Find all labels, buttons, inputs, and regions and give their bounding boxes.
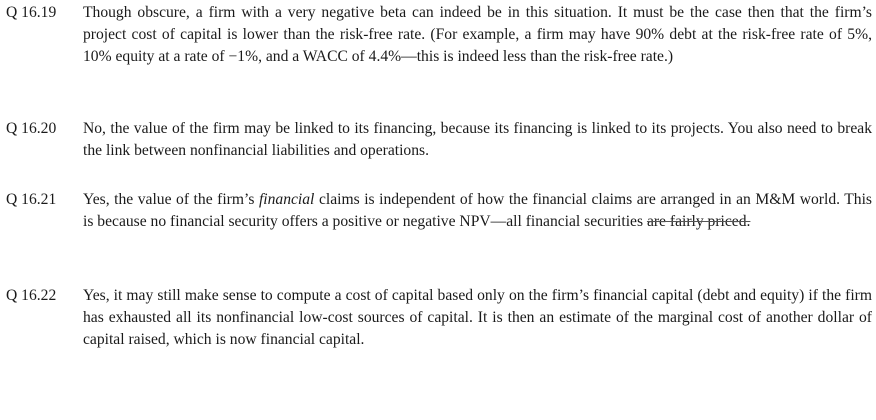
question-number: Q 16.19 bbox=[6, 4, 57, 21]
answer-text: Yes, it may still make sense to compute a cost of capital based only on the firm’s financial capital (debt and equity) if the firm has exhausted all its nonfinancial low-cost sources of capital. It is then an estimate of the marginal cost of another dollar of capital raised, which is now financial capital. bbox=[83, 287, 872, 348]
answer-item-q16-22 bbox=[6, 285, 872, 351]
answer-text: Though obscure, a firm with a very negative beta can indeed be in this situation. It must be the case then that the firm’s project cost of capital is lower than the risk-free rate. (For example, a firm may have 90% debt at the risk-free rate of 5%, 10% equity at a rate of −1%, and a WACC of 4.4%—this is indeed less than the risk-free rate.) bbox=[83, 4, 872, 65]
answer-item-q16-19 bbox=[6, 2, 872, 68]
answer-item-q16-20 bbox=[6, 118, 872, 162]
answer-text: No, the value of the firm may be linked to its financing, because its financing is linked to its projects. You also need to break the link between nonfinancial liabilities and operations. bbox=[83, 120, 872, 159]
answer-text-part: claims is independent of how the financial claims are arranged in an M&M world. This is because no financial security offers a positive or negative NPV—all financial securities bbox=[83, 191, 872, 230]
answer-text-part: Yes, the value of the firm’s bbox=[83, 191, 259, 208]
answer-item-q16-21 bbox=[6, 189, 872, 233]
question-number: Q 16.21 bbox=[6, 191, 57, 208]
struck-text: are fairly priced. bbox=[646, 213, 751, 230]
question-number: Q 16.20 bbox=[6, 120, 57, 137]
answer-text bbox=[83, 189, 872, 233]
emphasized-word: financial bbox=[258, 191, 315, 208]
question-number: Q 16.22 bbox=[6, 287, 57, 304]
